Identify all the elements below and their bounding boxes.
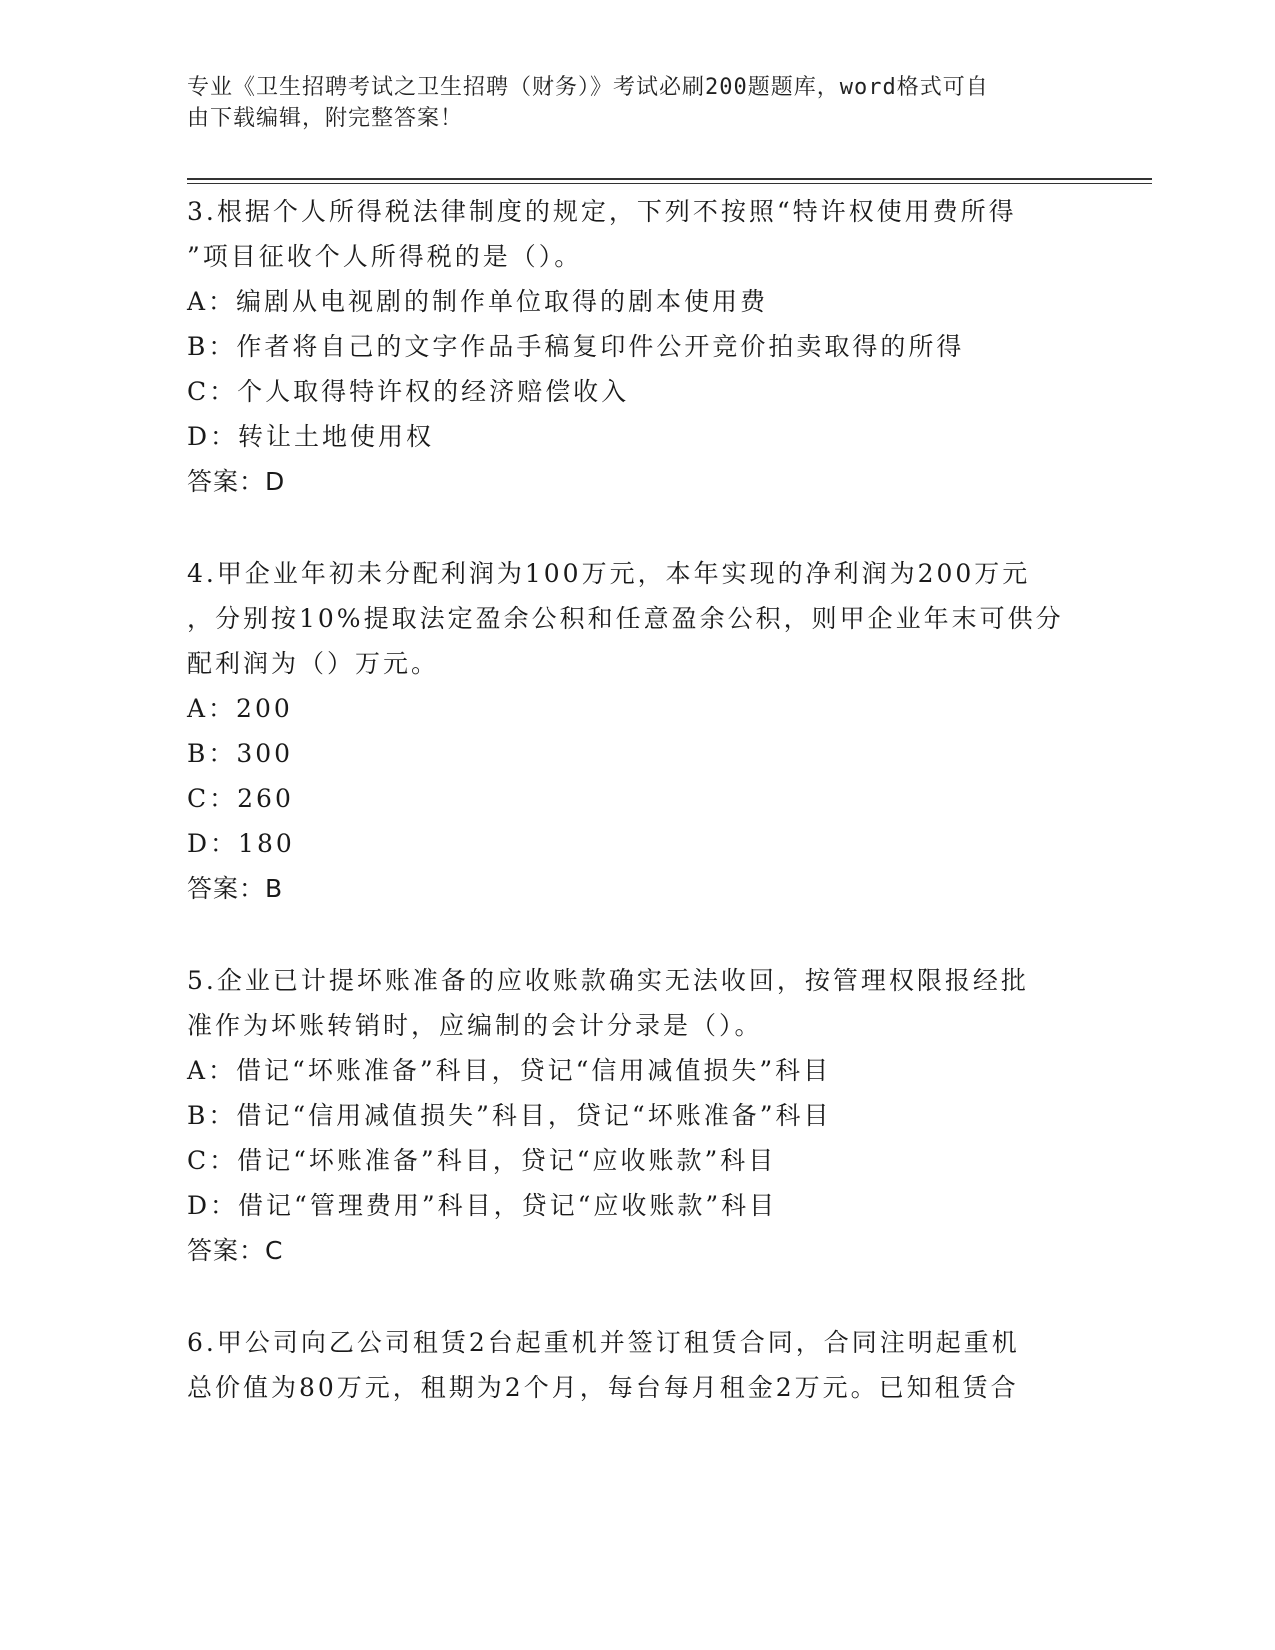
answer-option: B：借记“信用减值损失”科目，贷记“坏账准备”科目 [187,1101,832,1130]
question-stem-line: ”项目征收个人所得税的是（）。 [187,242,583,271]
question-stem-line: 4.甲企业年初未分配利润为100万元，本年实现的净利润为200万元 [187,559,1031,588]
answer-key: 答案：D [187,467,286,496]
answer-option: A：编剧从电视剧的制作单位取得的剧本使用费 [187,287,769,316]
answer-option: C：260 [187,784,294,813]
header-line-2: 由下载编辑，附完整答案！ [187,106,464,131]
answer-option: D：转让土地使用权 [187,422,435,451]
answer-key: 答案：C [187,1236,284,1265]
question-stem-line: 3.根据个人所得税法律制度的规定，下列不按照“特许权使用费所得 [187,197,1017,226]
question-block [187,958,1087,1273]
answer-option: C：借记“坏账准备”科目，贷记“应收账款”科目 [187,1146,777,1175]
answer-option: B：作者将自己的文字作品手稿复印件公开竞价拍卖取得的所得 [187,332,965,361]
answer-option: D：180 [187,829,295,858]
question-stem-line: 准作为坏账转销时，应编制的会计分录是（）。 [187,1011,763,1040]
header-line-1: 专业《卫生招聘考试之卫生招聘（财务）》考试必刷200题题库，word格式可自 [187,75,989,100]
question-spacer [187,1273,1087,1320]
header-divider [187,178,1152,184]
question-stem-line: ，分别按10%提取法定盈余公积和任意盈余公积，则甲企业年末可供分 [187,604,1064,633]
answer-option: A：200 [187,694,293,723]
answer-key: 答案：B [187,874,284,903]
question-spacer [187,504,1087,551]
question-stem-line: 5.企业已计提坏账准备的应收账款确实无法收回，按管理权限报经批 [187,966,1029,995]
question-list [187,189,1087,1410]
answer-option: D：借记“管理费用”科目，贷记“应收账款”科目 [187,1191,778,1220]
answer-option: C：个人取得特许权的经济赔偿收入 [187,377,630,406]
question-block [187,189,1087,504]
question-block [187,551,1087,911]
page-header [187,72,1067,134]
question-stem-line: 总价值为80万元，租期为2个月，每台每月租金2万元。已知租赁合 [187,1373,1019,1402]
question-stem-line: 6.甲公司向乙公司租赁2台起重机并签订租赁合同，合同注明起重机 [187,1328,1020,1357]
answer-option: A：借记“坏账准备”科目，贷记“信用减值损失”科目 [187,1056,832,1085]
question-spacer [187,911,1087,958]
answer-option: B：300 [187,739,294,768]
question-stem-line: 配利润为（）万元。 [187,649,440,678]
question-block [187,1320,1087,1410]
